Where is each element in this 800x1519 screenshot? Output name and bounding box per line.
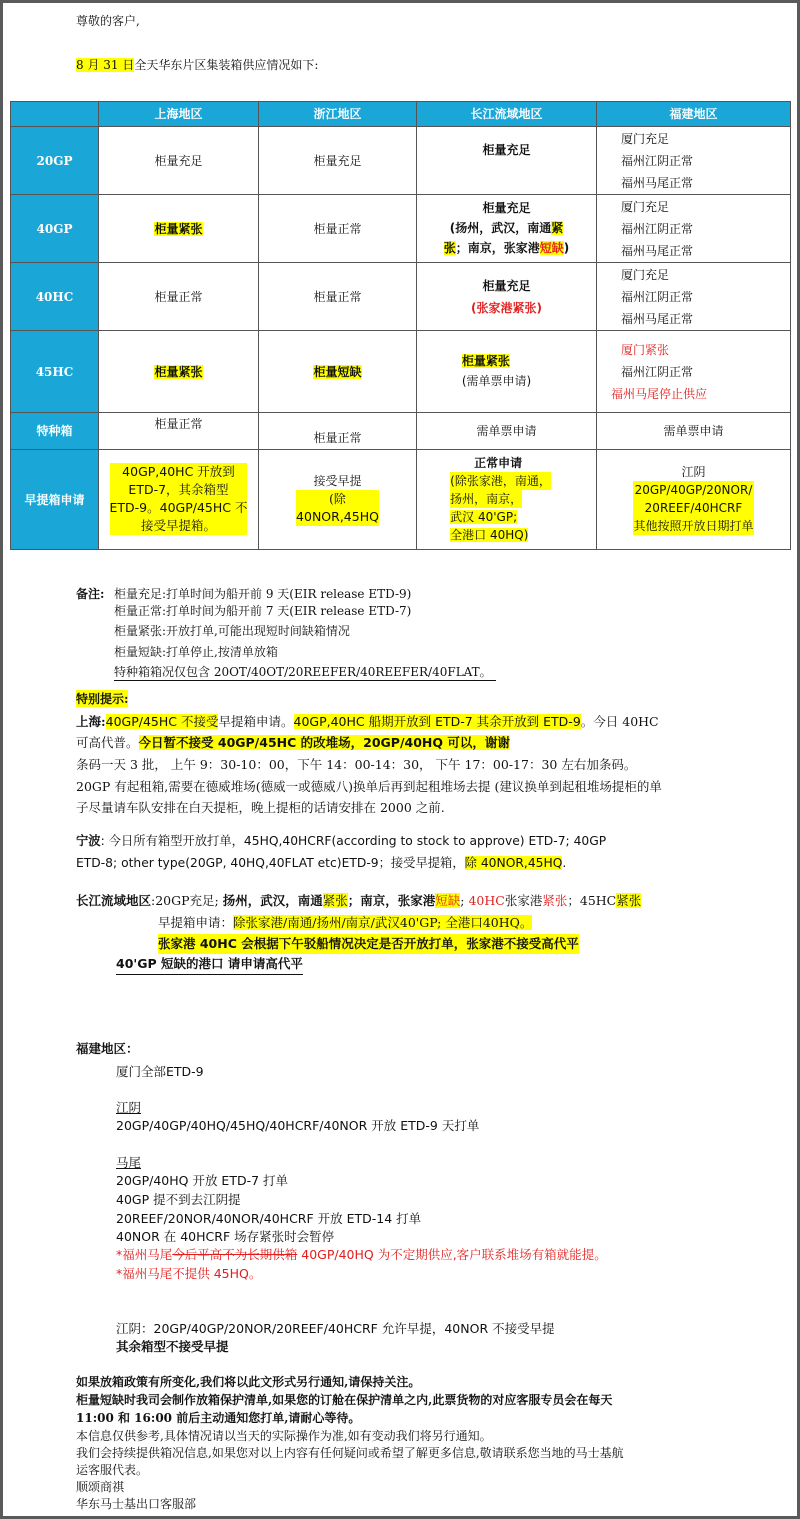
cj-text: ；南京，张家港 [347,893,436,908]
cj-early-line5: 全港口 40HQ) [450,527,529,542]
cj-text: 张家港 [504,893,543,908]
row-label-40gp: 40GP [11,195,99,263]
cj-early-line2: (除张家港，南通， [450,473,551,488]
cj-early-line4: 武汉 40'GP; [450,509,518,524]
fujian-xiamen: 厦门全部ETD-9 [116,1064,204,1079]
sh-early-line: 40GP,40HC 开放到 [122,463,235,479]
cj-early-note: 除张家港/南通/扬州/南京/武汉40'GP; 全港口40HQ。 [233,915,533,930]
zj-early-line2: (除 [296,490,379,508]
cj-40gp-block [444,198,570,258]
zj-early-block [296,472,379,526]
fujian-jiangyin-line: 20GP/40GP/40HQ/45HQ/40HCRF/40NOR 开放 ETD-9 天打单 [116,1118,480,1133]
sh-early-line: ETD-9。40GP/45HC 不 [109,499,248,515]
greeting: 尊敬的客户, [76,14,140,28]
fj-line: 福州马尾正常 [621,175,694,190]
fj-early-block [633,463,753,535]
cell-cj-40gp [417,195,597,263]
sh-early-line: ETD-7，其余箱型 [128,481,229,497]
row-label-special: 特种箱 [11,413,99,450]
mawei-struck-text: 今后平高不为长期供箱 [172,1247,298,1262]
changjiang-label: 长江流域地区 [76,893,152,908]
ningbo-line2 [76,853,566,873]
cj-40hc-line2: (张家港紧张) [471,300,542,315]
footer-bold-line: 如果放箱政策有所变化,我们将以此文形式另行通知,请保持关注。 [76,1375,421,1389]
intro-line [76,56,318,73]
sh-early-line: 接受早提箱。 [140,517,216,533]
ningbo-exclusion: 除 40NOR,45HQ [464,856,563,870]
fj-line: 福州江阴正常 [621,153,694,168]
cj-40gp-line1: 柜量充足 [482,201,531,215]
changjiang-zjg-note: 张家港 40HC 会根据下午驳船情况决定是否开放打单，张家港不接受高代平 [158,934,579,954]
cell-cj-special: 需单票申请 [417,413,597,450]
remark-line: 柜量短缺:打单停止,按清单放箱 [114,645,278,659]
remark-line: 柜量正常:打单时间为船开前 7 天(EIR release ETD-7) [114,604,412,618]
special-tip-label: 特别提示: [76,692,129,706]
header-zhejiang: 浙江地区 [259,102,417,127]
cell-cj-45hc [417,331,597,413]
header-fujian: 福建地区 [597,102,791,127]
ningbo-text: ETD-8; other type(20GP, 40HQ,40FLAT etc)ETD-9；接受早提箱， [76,856,465,870]
shanghai-label: 上海: [76,714,106,729]
fujian-jiangyin-title: 江阴 [116,1100,142,1115]
fj-line: 福州江阴正常 [621,364,694,379]
cell-fj-20gp [597,127,791,195]
fj-line: 福州江阴正常 [621,289,694,304]
sh-early-block [110,463,248,535]
cell-cj-40hc [417,263,597,331]
cj-40gp-text2: ；南京，张家港 [455,241,540,255]
cj-early-block [450,454,551,544]
cj-early-line3: 扬州，南京， [450,491,523,506]
table-row [11,263,791,331]
table-row [11,195,791,263]
cell-fj-early [597,450,791,550]
fujian-mawei-line: 40NOR 在 40HCRF 场存紧张时会暂停 [116,1229,335,1244]
cj-early-label: 早提箱申请： [158,915,234,930]
fj-line: 厦门紧张 [621,342,670,357]
shanghai-p2: 早提箱申请。 [218,714,294,729]
cj-short: 短缺 [435,893,461,908]
cj-40hc: 40HC [468,893,505,908]
cj-40gp-tight-b: 张 [443,241,456,255]
table-row [11,331,791,413]
fujian-label: 福建地区： [76,1041,139,1056]
changjiang-short-note: 40'GP 短缺的港口 请申请高代平 [116,954,303,975]
header-changjiang: 长江流域地区 [417,102,597,127]
cell-cj-early [417,450,597,550]
intro-date: 8 月 31 日 [76,58,135,72]
footer-bold-line: 11:00 和 16:00 前后主动通知您打单,请耐心等待。 [76,1411,361,1425]
cell-cj-20gp: 柜量充足 [417,127,597,195]
table-row [11,127,791,195]
cj-tight-red: 紧张 [542,893,568,908]
zj-early-line3: 40NOR,45HQ [296,508,379,524]
fj-early-line3: 20REEF/40HCRF [633,499,753,517]
cell-zj-40gp: 柜量正常 [259,195,417,263]
mawei-red-text: *福州马尾 [116,1247,173,1262]
cell-zj-20gp: 柜量充足 [259,127,417,195]
cj-early-line1: 正常申请 [474,455,523,470]
supply-table [10,101,791,550]
fujian-mawei-red1 [116,1245,607,1265]
row-label-45hc: 45HC [11,331,99,413]
cj-text: ；45HC [567,893,617,908]
mawei-red-text: 40GP/40HQ 为不定期供应,客户联系堆场有箱就能提。 [297,1247,607,1262]
table-row [11,413,791,450]
row-label-early: 早提箱申请 [11,450,99,550]
cj-40gp-tight-a: 紧 [551,221,564,235]
fujian-mawei-red2: *福州马尾不提供 45HQ。 [116,1266,262,1281]
footer-line: 本信息仅供参考,具体情况请以当天的实际操作为准,如有变动我们将另行通知。 [76,1429,492,1443]
footer-closing: 顺颂商祺 [76,1480,125,1494]
cell-zj-early [259,450,417,550]
cell-sh-early [99,450,259,550]
cj-45hc-line2: (需单票申请) [461,374,532,388]
remark-line: 柜量紧张:开放打单,可能出现短时间缺箱情况 [114,624,350,638]
table-row [11,450,791,550]
shanghai-line3: 条码一天 3 批， 上午 9：30-10：00，下午 14：00-14：30， 下午 17：00-17：30 左右加条码。 [76,757,637,772]
changjiang-line2 [158,913,532,933]
footer-bold-line: 柜量短缺时我司会制作放箱保护清单,如果您的订舱在保护清单之内,此票货物的对应客服专员会在每天 [76,1393,613,1407]
fj-line: 福州马尾正常 [621,243,694,258]
cj-tight: 紧张 [616,893,642,908]
fj-early-line4: 其他按照开放日期打单 [633,518,754,533]
row-label-20gp: 20GP [11,127,99,195]
shanghai-p4: 。今日 40HC [580,714,659,729]
header-corner [11,102,99,127]
fj-line: 厦门充足 [621,267,670,282]
remarks-label: 备注: [76,587,105,601]
fj-line: 福州江阴正常 [621,221,694,236]
fujian-mawei-line: 20GP/40HQ 开放 ETD-7 打单 [116,1173,289,1188]
footer-line: 运客服代表。 [76,1463,149,1477]
cell-sh-45hc [99,331,259,413]
row-label-40hc: 40HC [11,263,99,331]
cj-text: 扬州，武汉，南通 [222,893,323,908]
cell-zj-40hc: 柜量正常 [259,263,417,331]
cell-fj-40gp [597,195,791,263]
status-tight: 柜量紧张 [154,221,203,236]
table-header-row [11,102,791,127]
cell-fj-special: 需单票申请 [597,413,791,450]
ningbo-text: : 今日所有箱型开放打单，45HQ,40HCRF(according to stock to approve) ETD-7; 40GP [100,834,607,848]
fujian-jiangyin-early: 江阴：20GP/40GP/20NOR/20REEF/40HCRF 允许早提，40NOR 不接受早提 [116,1321,555,1336]
fj-line: 福州马尾停止供应 [611,386,708,401]
cell-sh-20gp: 柜量充足 [99,127,259,195]
cj-40gp-short: 短缺 [539,241,564,255]
cell-sh-40gp [99,195,259,263]
header-shanghai: 上海地区 [99,102,259,127]
shanghai-text: 可高代普。 [76,735,139,750]
cj-40gp-close: ) [563,241,570,255]
cj-40gp-line3 [444,238,570,258]
cj-text: :20GP充足; [151,893,223,908]
cj-text: ; [460,893,469,908]
shanghai-line2 [76,733,510,753]
fj-line: 厦门充足 [621,199,670,214]
cj-40hc-line1: 柜量充足 [482,278,531,293]
cj-40gp-text: (扬州，武汉，南通 [449,221,552,235]
fujian-mawei-line: 20REEF/20NOR/40NOR/40HCRF 开放 ETD-14 打单 [116,1211,422,1226]
cj-45hc-block [462,351,531,391]
status-tight: 柜量紧张 [154,364,203,379]
cell-sh-special: 柜量正常 [99,413,259,450]
cell-fj-45hc [597,331,791,413]
fj-early-line2: 20GP/40GP/20NOR/ [634,482,753,497]
fj-line: 厦门充足 [621,131,670,146]
fj-early-line1: 江阴 [681,464,706,479]
ningbo-line1 [76,831,606,851]
remark-line: 特种箱箱况仅包含 20OT/40OT/20REEFER/40REEFER/40FLAT。 [114,663,496,681]
fj-line: 福州马尾正常 [621,311,694,326]
footer-signature: 华东马士基出口客服部 [76,1497,197,1511]
intro-text: 全天华东片区集装箱供应情况如下: [134,58,319,72]
status-short: 柜量短缺 [313,364,362,379]
shanghai-line1 [76,712,659,732]
shanghai-p3: 40GP,40HC 船期开放到 ETD-7 其余开放到 ETD-9 [293,714,581,729]
zj-early-line1: 接受早提 [313,473,362,488]
cj-45hc-line1: 柜量紧张 [461,354,510,368]
ningbo-text: . [562,856,567,870]
changjiang-line1 [76,891,641,911]
fujian-mawei-title: 马尾 [116,1155,142,1170]
remark-line: 柜量充足:打单时间为船开前 9 天(EIR release ETD-9) [114,587,412,601]
cell-zj-special: 柜量正常 [259,413,417,450]
footer-line: 我们会持续提供箱况信息,如果您对以上内容有任何疑问或希望了解更多信息,敬请联系您当地的马士基航 [76,1446,624,1460]
shanghai-p1: 40GP/45HC 不接受 [105,714,219,729]
shanghai-line5: 子尽量请车队安排在白天提柜，晚上提柜的话请安排在 2000 之前. [76,800,445,815]
cell-zj-45hc [259,331,417,413]
cell-sh-40hc: 柜量正常 [99,263,259,331]
shanghai-line4: 20GP 有起租箱,需要在德威堆场(德威一或德威八)换单后再到起租堆场去提 (建议换单到起租堆场提柜的单 [76,779,662,794]
shanghai-yard-note: 今日暂不接受 40GP/45HC 的改堆场，20GP/40HQ 可以，谢谢 [138,735,510,750]
cell-fj-40hc [597,263,791,331]
cj-40gp-line2 [444,218,570,238]
fujian-mawei-line: 40GP 提不到去江阴提 [116,1192,241,1207]
cj-tight: 紧张 [322,893,348,908]
fujian-other-no-early: 其余箱型不接受早提 [116,1339,229,1354]
ningbo-label: 宁波 [76,834,101,848]
